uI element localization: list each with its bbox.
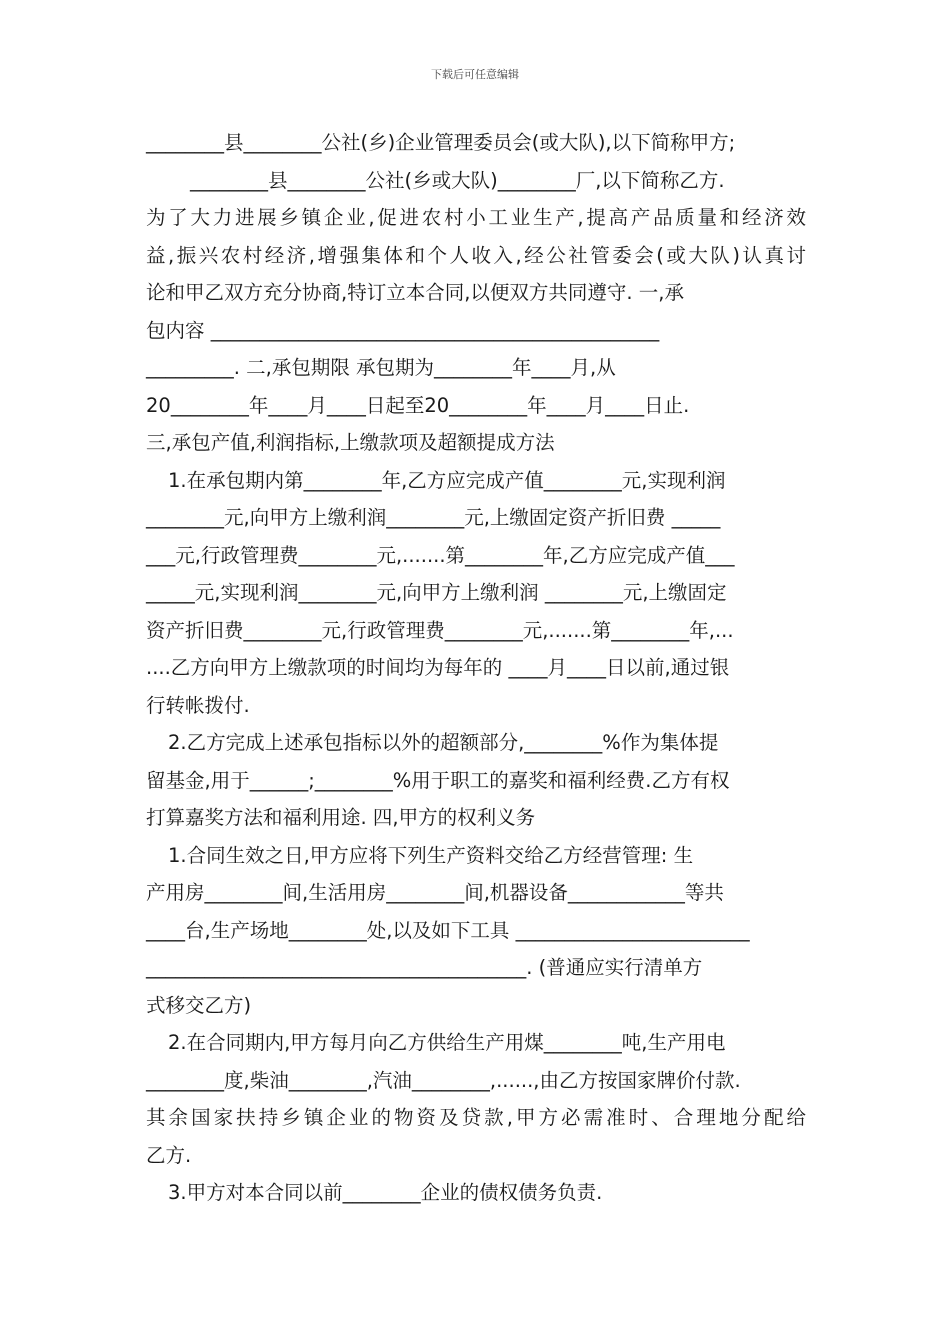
text-line: 留基金,用于______;________%用于职工的嘉奖和福利经费.乙方有权 [146,768,730,792]
text-line: ____台,生产场地________处,以及如下工具 ________________________ [146,918,750,942]
text-line: _______________________________________. (普通应实行清单方 [146,956,703,979]
text-line: 产用房________间,生活用房________间,机器设备____________等共 [146,881,724,904]
text-line: 式移交乙方) [146,993,252,1017]
text-line: _________. 二,承包期限 承包期为________年____月,从 [146,356,616,379]
page-header: 下载后可任意编辑 [431,68,519,81]
text-line: 资产折旧费________元,行政管理费________元,.......第________年,... [146,618,734,642]
text-line: 2.乙方完成上述承包指标以外的超额部分,________%作为集体提 [168,731,719,754]
text-line: 益,振兴农村经济,增强集体和个人收入,经公社管委会(或大队)认真讨 [146,243,806,267]
text-line: 其余国家扶持乡镇企业的物资及贷款,甲方必需准时、合理地分配给 [146,1106,806,1129]
text-line: ....乙方向甲方上缴款项的时间均为每年的 ____月____日以前,通过银 [146,656,730,679]
contract-body [146,124,806,1212]
text-line: ___元,行政管理费________元,.......第________年,乙方应完成产值___ [146,543,735,567]
text-line: ________度,柴油________,汽油________,......,由乙方按国家牌价付款. [146,1068,741,1092]
text-line: 3.甲方对本合同以前________企业的债权债务负责. [168,1181,603,1204]
text-line: 行转帐拨付. [146,693,250,717]
text-line: 三,承包产值,利润指标,上缴款项及超额提成方法 [146,431,555,454]
text-line: ________县________公社(乡或大队)________厂,以下简称乙方. [190,168,725,192]
text-line: 为了大力进展乡镇企业,促进农村小工业生产,提高产品质量和经济效 [146,206,806,229]
text-line: 1.合同生效之日,甲方应将下列生产资料交给乙方经营管理: 生 [168,843,694,867]
text-line: _____元,实现利润________元,向甲方上缴利润 ________元,上缴固定 [146,581,727,604]
text-line: 2.在合同期内,甲方每月向乙方供给生产用煤________吨,生产用电 [168,1031,726,1054]
text-line: 1.在承包期内第________年,乙方应完成产值________元,实现利润 [168,468,726,492]
text-line: 20________年____月____日起至20________年____月____日止. [146,393,690,417]
text-line: ________元,向甲方上缴利润________元,上缴固定资产折旧费 _____ [146,506,721,529]
text-line: 打算嘉奖方法和福利用途. 四,甲方的权利义务 [146,806,536,829]
text-line: 论和甲乙双方充分协商,特订立本合同,以便双方共同遵守. 一,承 [146,281,684,304]
text-line: 乙方. [146,1143,192,1167]
text-line: ________县________公社(乡)企业管理委员会(或大队),以下简称甲方; [146,131,736,154]
text-line: 包内容 ______________________________________________ [146,318,660,342]
